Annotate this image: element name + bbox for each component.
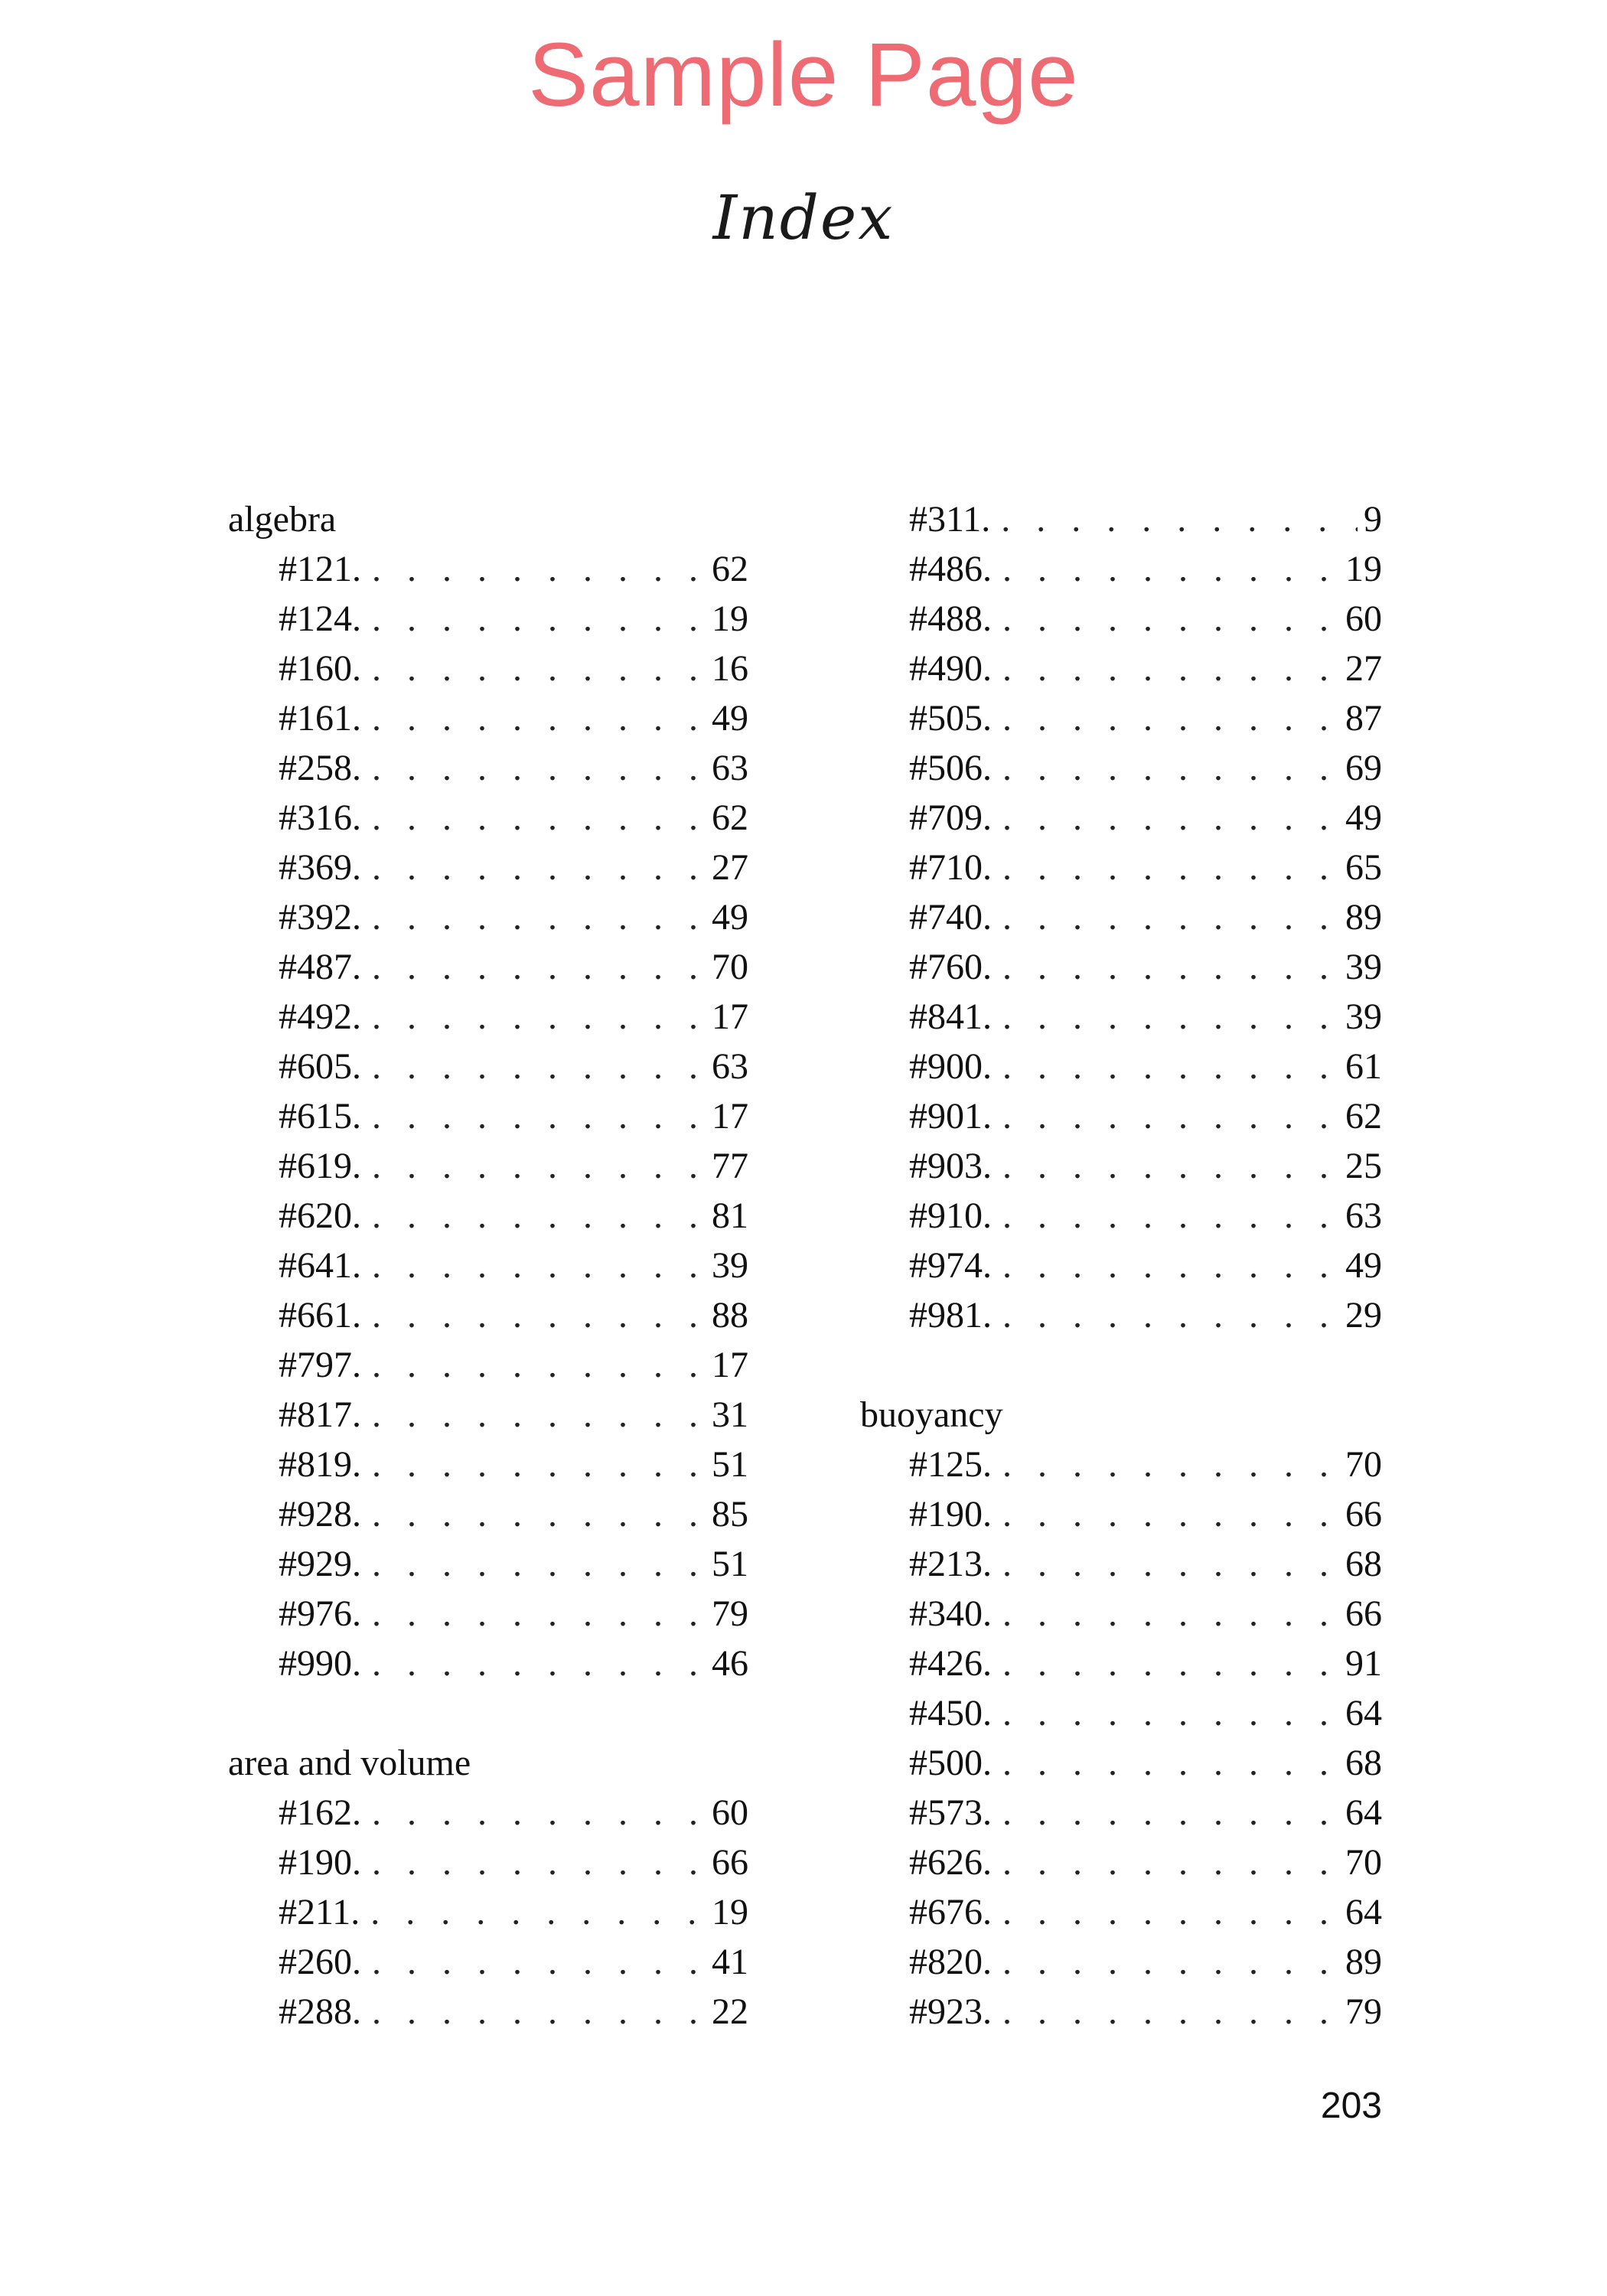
- dot-leader: [372, 1539, 706, 1589]
- dot-leader: [372, 1589, 706, 1639]
- entry-page-number: 16: [712, 648, 748, 689]
- index-group: [860, 494, 1382, 1340]
- index-entry: [860, 1887, 1382, 1937]
- entry-page-number: 19: [712, 1892, 748, 1932]
- entry-page-number: 77: [712, 1146, 748, 1186]
- entry-code: #797.: [279, 1345, 361, 1385]
- entry-page-number: 87: [1345, 698, 1382, 739]
- dot-leader: [1002, 843, 1339, 892]
- entry-page-number: 19: [712, 598, 748, 639]
- index-entry: [860, 992, 1382, 1042]
- entry-code: #500.: [909, 1743, 992, 1783]
- entry-code: #605.: [279, 1046, 361, 1087]
- entry-code: #392.: [279, 897, 361, 938]
- index-heading: buoyancy: [860, 1394, 1003, 1435]
- index-entry: [860, 494, 1382, 544]
- index-entry: [228, 1042, 748, 1091]
- index-entry: [860, 594, 1382, 644]
- dot-leader: [1002, 1091, 1339, 1141]
- entry-page-number: 85: [712, 1494, 748, 1534]
- entry-code: #981.: [909, 1295, 992, 1336]
- entry-page-number: 61: [1345, 1046, 1382, 1087]
- dot-leader: [372, 992, 706, 1042]
- index-entry-list: [860, 1440, 1382, 2037]
- index-entry: [860, 1091, 1382, 1141]
- dot-leader: [1002, 1141, 1339, 1191]
- index-group: [228, 1738, 748, 2037]
- index-entry: [228, 1937, 748, 1987]
- dot-leader: [1002, 544, 1339, 594]
- entry-page-number: 64: [1345, 1792, 1382, 1833]
- index-entry: [860, 1838, 1382, 1887]
- entry-page-number: 62: [712, 549, 748, 589]
- entry-code: #190.: [909, 1494, 992, 1534]
- entry-code: #901.: [909, 1096, 992, 1137]
- index-entry-list: [860, 494, 1382, 1340]
- entry-page-number: 68: [1345, 1544, 1382, 1584]
- entry-page-number: 81: [712, 1195, 748, 1236]
- entry-page-number: 39: [1345, 947, 1382, 987]
- dot-leader: [1002, 743, 1339, 793]
- entry-code: #817.: [279, 1394, 361, 1435]
- entry-code: #841.: [909, 996, 992, 1037]
- index-entry: [228, 1191, 748, 1241]
- index-entry: [228, 1539, 748, 1589]
- entry-page-number: 51: [712, 1544, 748, 1584]
- index-entry: [228, 1091, 748, 1141]
- entry-page-number: 22: [712, 1991, 748, 2032]
- entry-code: #486.: [909, 549, 992, 589]
- index-entry: [860, 1788, 1382, 1838]
- index-entry: [860, 1489, 1382, 1539]
- dot-leader: [372, 1390, 706, 1440]
- index-entry: [860, 892, 1382, 942]
- entry-code: #260.: [279, 1942, 361, 1982]
- dot-leader: [372, 1241, 706, 1290]
- index-entry: [860, 1241, 1382, 1290]
- entry-code: #506.: [909, 748, 992, 788]
- index-entry: [228, 1489, 748, 1539]
- entry-page-number: 17: [712, 1096, 748, 1137]
- index-entry: [860, 1042, 1382, 1091]
- index-entry: [860, 843, 1382, 892]
- entry-code: #626.: [909, 1842, 992, 1883]
- entry-code: #819.: [279, 1444, 361, 1485]
- entry-code: #124.: [279, 598, 361, 639]
- entry-code: #740.: [909, 897, 992, 938]
- entry-code: #900.: [909, 1046, 992, 1087]
- dot-leader: [1002, 1788, 1339, 1838]
- dot-leader: [1002, 892, 1339, 942]
- index-entry: [860, 743, 1382, 793]
- entry-page-number: 49: [1345, 1245, 1382, 1286]
- dot-leader: [372, 594, 706, 644]
- entry-page-number: 79: [1345, 1991, 1382, 2032]
- entry-page-number: 63: [712, 748, 748, 788]
- dot-leader: [372, 743, 706, 793]
- entry-page-number: 70: [1345, 1842, 1382, 1883]
- entry-page-number: 89: [1345, 897, 1382, 938]
- index-column-left: [228, 494, 748, 2037]
- index-entry: [228, 843, 748, 892]
- dot-leader: [1002, 1191, 1339, 1241]
- dot-leader: [372, 644, 706, 693]
- entry-code: #573.: [909, 1792, 992, 1833]
- entry-page-number: 41: [712, 1942, 748, 1982]
- dot-leader: [1002, 644, 1339, 693]
- entry-code: #487.: [279, 947, 361, 987]
- index-heading: area and volume: [228, 1743, 471, 1783]
- entry-page-number: 29: [1345, 1295, 1382, 1336]
- dot-leader: [1002, 1589, 1339, 1639]
- entry-code: #974.: [909, 1245, 992, 1286]
- entry-page-number: 17: [712, 1345, 748, 1385]
- entry-page-number: 46: [712, 1643, 748, 1684]
- dot-leader: [372, 793, 706, 843]
- entry-page-number: 39: [1345, 996, 1382, 1037]
- entry-page-number: 60: [712, 1792, 748, 1833]
- dot-leader: [1002, 1241, 1339, 1290]
- entry-page-number: 51: [712, 1444, 748, 1485]
- entry-code: #488.: [909, 598, 992, 639]
- dot-leader: [372, 1141, 706, 1191]
- dot-leader: [1002, 1887, 1339, 1937]
- index-entry: [228, 1639, 748, 1688]
- index-entry: [860, 644, 1382, 693]
- entry-page-number: 31: [712, 1394, 748, 1435]
- index-entry: [228, 1838, 748, 1887]
- index-entry: [860, 1639, 1382, 1688]
- entry-code: #288.: [279, 1991, 361, 2032]
- entry-page-number: 49: [712, 698, 748, 739]
- entry-page-number: 64: [1345, 1892, 1382, 1932]
- entry-code: #450.: [909, 1693, 992, 1733]
- index-entry: [228, 1141, 748, 1191]
- entry-code: #990.: [279, 1643, 361, 1684]
- dot-leader: [372, 1091, 706, 1141]
- index-entry: [228, 1241, 748, 1290]
- index-entry: [228, 644, 748, 693]
- index-entry: [228, 793, 748, 843]
- entry-code: #929.: [279, 1544, 361, 1584]
- entry-page-number: 64: [1345, 1693, 1382, 1733]
- index-entry: [228, 992, 748, 1042]
- entry-page-number: 60: [1345, 598, 1382, 639]
- dot-leader: [1002, 693, 1339, 743]
- index-entry: [860, 793, 1382, 843]
- dot-leader: [372, 1340, 706, 1390]
- entry-code: #820.: [909, 1942, 992, 1982]
- entry-code: #910.: [909, 1195, 992, 1236]
- entry-code: #162.: [279, 1792, 361, 1833]
- entry-page-number: 63: [1345, 1195, 1382, 1236]
- entry-page-number: 39: [712, 1245, 748, 1286]
- entry-page-number: 79: [712, 1593, 748, 1634]
- dot-leader: [1002, 992, 1339, 1042]
- entry-code: #976.: [279, 1593, 361, 1634]
- entry-code: #121.: [279, 549, 361, 589]
- dot-leader: [1002, 1042, 1339, 1091]
- index-entry: [860, 1688, 1382, 1738]
- entry-code: #619.: [279, 1146, 361, 1186]
- index-entry: [860, 1440, 1382, 1489]
- dot-leader: [370, 1887, 706, 1937]
- entry-page-number: 49: [1345, 797, 1382, 838]
- dot-leader: [1002, 1937, 1339, 1987]
- dot-leader: [372, 544, 706, 594]
- dot-leader: [1001, 494, 1358, 544]
- dot-leader: [1002, 942, 1339, 992]
- entry-code: #505.: [909, 698, 992, 739]
- entry-code: #760.: [909, 947, 992, 987]
- dot-leader: [1002, 1639, 1339, 1688]
- index-entry: [228, 892, 748, 942]
- entry-page-number: 62: [712, 797, 748, 838]
- index-entry: [228, 544, 748, 594]
- entry-page-number: 66: [1345, 1494, 1382, 1534]
- dot-leader: [372, 1290, 706, 1340]
- entry-page-number: 68: [1345, 1743, 1382, 1783]
- entry-code: #340.: [909, 1593, 992, 1634]
- entry-code: #190.: [279, 1842, 361, 1883]
- index-column-right: [860, 494, 1382, 2037]
- entry-page-number: 70: [1345, 1444, 1382, 1485]
- index-group: [228, 494, 748, 1688]
- dot-leader: [1002, 1539, 1339, 1589]
- entry-code: #160.: [279, 648, 361, 689]
- entry-code: #709.: [909, 797, 992, 838]
- entry-page-number: 17: [712, 996, 748, 1037]
- index-entry: [860, 544, 1382, 594]
- index-entry: [228, 1340, 748, 1390]
- dot-leader: [1002, 1688, 1339, 1738]
- entry-code: #923.: [909, 1991, 992, 2032]
- dot-leader: [372, 1440, 706, 1489]
- index-entry-list: [228, 1788, 748, 2037]
- entry-page-number: 25: [1345, 1146, 1382, 1186]
- dot-leader: [372, 942, 706, 992]
- index-entry: [228, 1788, 748, 1838]
- index-entry: [860, 1141, 1382, 1191]
- index-entry: [228, 693, 748, 743]
- dot-leader: [372, 1937, 706, 1987]
- dot-leader: [1002, 1290, 1339, 1340]
- entry-page-number: 70: [712, 947, 748, 987]
- entry-page-number: 89: [1345, 1942, 1382, 1982]
- dot-leader: [372, 892, 706, 942]
- index-entry: [228, 1290, 748, 1340]
- dot-leader: [1002, 1838, 1339, 1887]
- dot-leader: [372, 1838, 706, 1887]
- entry-page-number: 19: [1345, 549, 1382, 589]
- dot-leader: [372, 1987, 706, 2037]
- entry-code: #641.: [279, 1245, 361, 1286]
- entry-code: #125.: [909, 1444, 992, 1485]
- page-number: 203: [1320, 2086, 1382, 2126]
- index-entry: [228, 1887, 748, 1937]
- dot-leader: [1002, 1738, 1339, 1788]
- index-entry: [228, 1390, 748, 1440]
- dot-leader: [1002, 793, 1339, 843]
- dot-leader: [372, 1639, 706, 1688]
- entry-page-number: 62: [1345, 1096, 1382, 1137]
- page-title: Index: [712, 182, 895, 253]
- index-entry: [860, 942, 1382, 992]
- index-entry: [860, 1937, 1382, 1987]
- entry-code: #676.: [909, 1892, 992, 1932]
- index-entry: [860, 1539, 1382, 1589]
- entry-code: #211.: [279, 1892, 360, 1932]
- entry-code: #490.: [909, 648, 992, 689]
- dot-leader: [372, 1788, 706, 1838]
- dot-leader: [372, 843, 706, 892]
- entry-code: #316.: [279, 797, 361, 838]
- entry-page-number: 69: [1345, 748, 1382, 788]
- entry-code: #369.: [279, 847, 361, 888]
- index-entry: [860, 1290, 1382, 1340]
- entry-code: #311.: [909, 499, 991, 540]
- index-entry: [860, 1987, 1382, 2037]
- index-entry: [860, 1191, 1382, 1241]
- dot-leader: [1002, 594, 1339, 644]
- index-entry: [228, 1987, 748, 2037]
- entry-code: #620.: [279, 1195, 361, 1236]
- entry-page-number: 66: [712, 1842, 748, 1883]
- dot-leader: [1002, 1987, 1339, 2037]
- entry-page-number: 66: [1345, 1593, 1382, 1634]
- index-entry: [228, 942, 748, 992]
- entry-page-number: 65: [1345, 847, 1382, 888]
- index-entry: [860, 693, 1382, 743]
- index-entry: [860, 1589, 1382, 1639]
- entry-code: #492.: [279, 996, 361, 1037]
- index-entry: [228, 594, 748, 644]
- index-entry: [228, 1589, 748, 1639]
- entry-page-number: 27: [712, 847, 748, 888]
- index-group: [860, 1390, 1382, 2037]
- entry-code: #615.: [279, 1096, 361, 1137]
- dot-leader: [1002, 1489, 1339, 1539]
- dot-leader: [1002, 1440, 1339, 1489]
- entry-code: #426.: [909, 1643, 992, 1684]
- entry-code: #258.: [279, 748, 361, 788]
- dot-leader: [372, 1191, 706, 1241]
- entry-page-number: 91: [1345, 1643, 1382, 1684]
- entry-code: #161.: [279, 698, 361, 739]
- index-entry: [228, 743, 748, 793]
- index-entry: [228, 1440, 748, 1489]
- dot-leader: [372, 1489, 706, 1539]
- entry-code: #710.: [909, 847, 992, 888]
- entry-code: #903.: [909, 1146, 992, 1186]
- entry-page-number: 9: [1364, 499, 1382, 540]
- entry-code: #213.: [909, 1544, 992, 1584]
- index-entry-list: [228, 544, 748, 1688]
- entry-page-number: 63: [712, 1046, 748, 1087]
- index-entry: [860, 1738, 1382, 1788]
- dot-leader: [372, 1042, 706, 1091]
- entry-code: #661.: [279, 1295, 361, 1336]
- entry-page-number: 88: [712, 1295, 748, 1336]
- index-heading: algebra: [228, 499, 337, 540]
- dot-leader: [372, 693, 706, 743]
- entry-code: #928.: [279, 1494, 361, 1534]
- sample-page-watermark: Sample Page: [528, 24, 1079, 126]
- entry-page-number: 27: [1345, 648, 1382, 689]
- entry-page-number: 49: [712, 897, 748, 938]
